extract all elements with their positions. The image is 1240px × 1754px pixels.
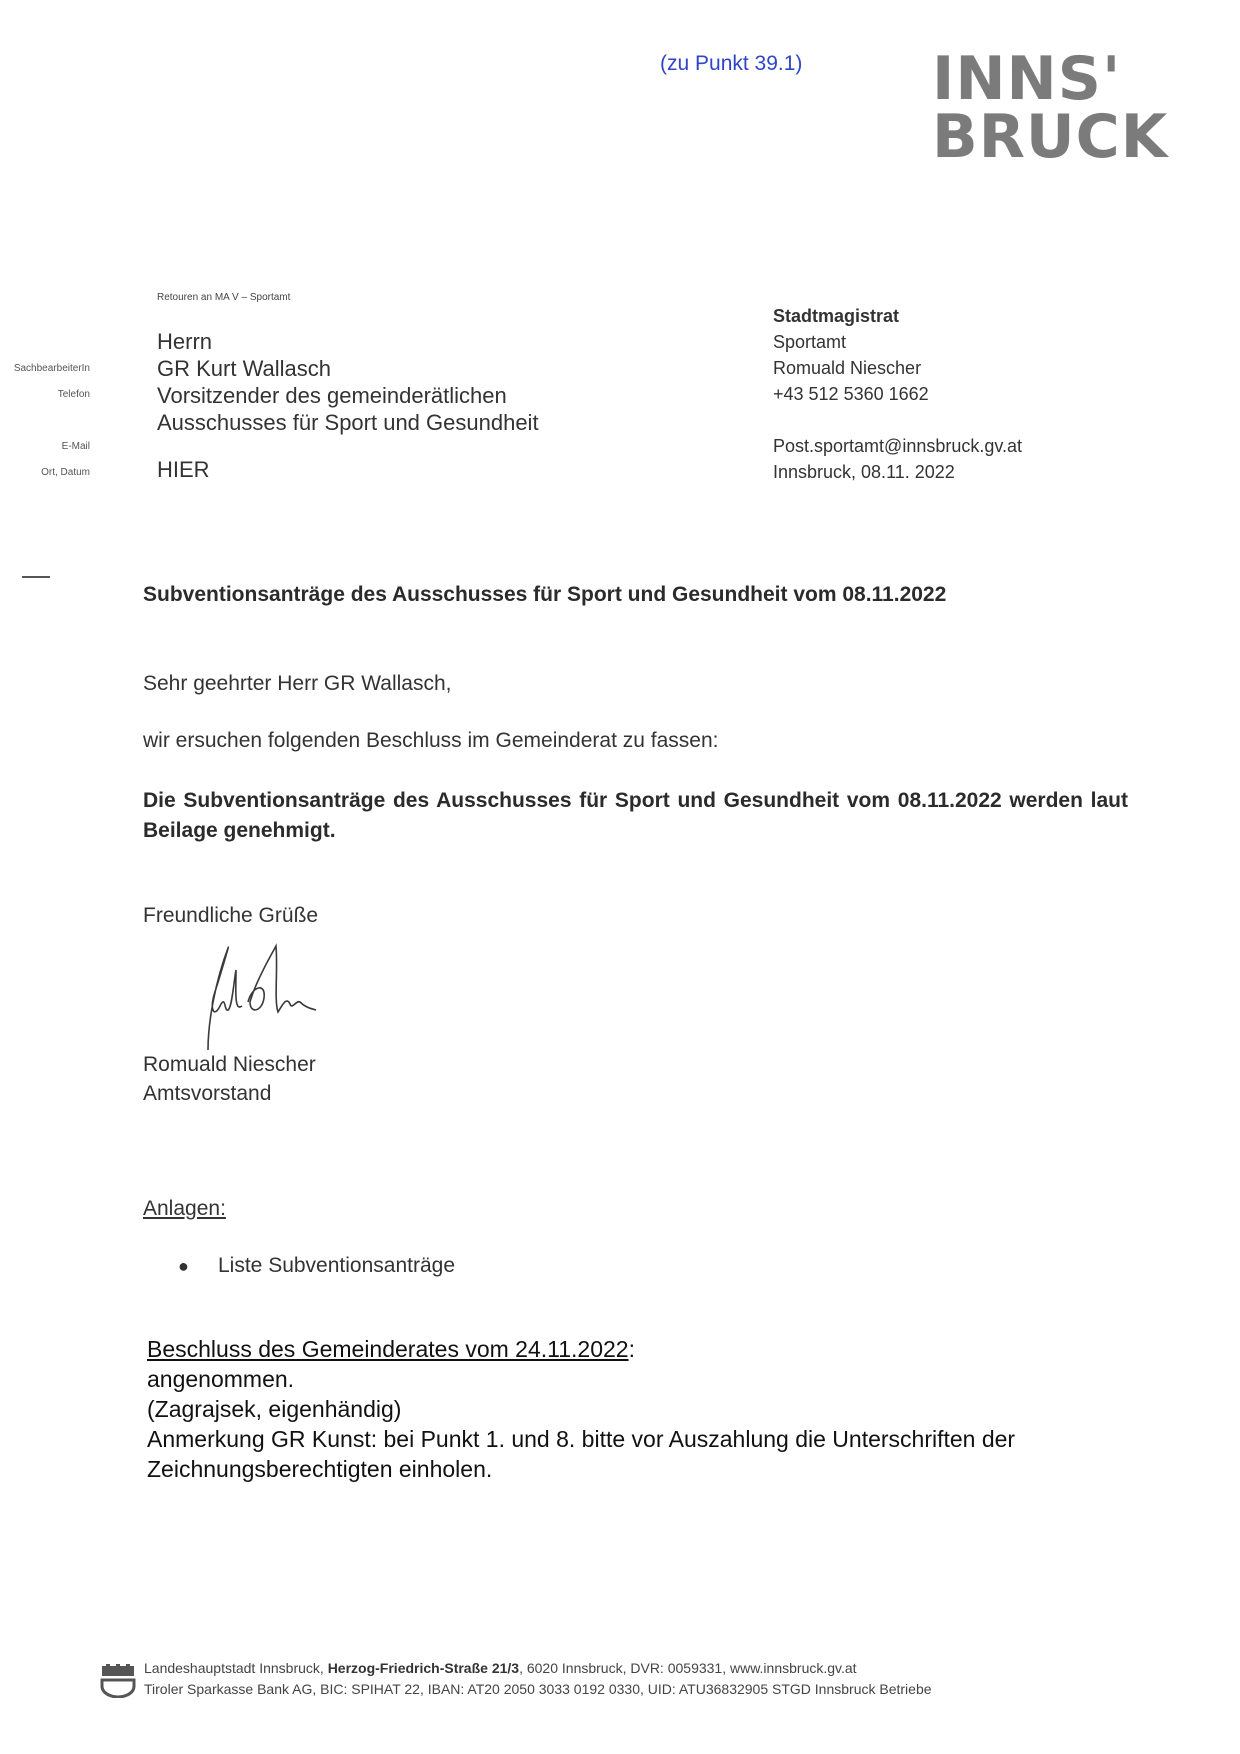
footer-address-a: Landeshauptstadt Innsbruck, <box>144 1660 328 1676</box>
clerk-name: Romuald Niescher <box>773 358 922 378</box>
recipient-salutation: Herrn <box>157 329 213 354</box>
attachment-label: Liste Subventionsanträge <box>218 1254 455 1277</box>
phone-label: Telefon <box>57 389 90 400</box>
place-date: Innsbruck, 08.11. 2022 <box>773 462 955 482</box>
signer-block <box>143 1050 316 1108</box>
footer-lines <box>144 1658 932 1700</box>
footer-address <box>144 1658 932 1679</box>
innsbruck-logo <box>932 44 1169 172</box>
letter-closing: Freundliche Grüße <box>143 904 319 927</box>
city-crest-icon <box>100 1662 136 1698</box>
council-heading-text: Beschluss des Gemeinderates vom 24.11.2022 <box>147 1336 629 1362</box>
place-date-label: Ort, Datum <box>41 467 90 478</box>
list-item <box>178 1254 455 1278</box>
reference-note: (zu Punkt 39.1) <box>660 52 803 75</box>
letter-request: wir ersuchen folgenden Beschluss im Gemeinderat zu fassen: <box>143 729 719 752</box>
fold-mark <box>22 576 50 578</box>
clerk-label: SachbearbeiterIn <box>13 363 90 374</box>
signer-title: Amtsvorstand <box>143 1082 272 1105</box>
footer-address-c: , 6020 Innsbruck, DVR: 0059331, www.innsbruck.gv.at <box>519 1660 857 1676</box>
sender-department: Sportamt <box>773 332 847 352</box>
email-label: E-Mail <box>61 441 90 452</box>
attachments-title: Anlagen: <box>143 1197 226 1220</box>
sender-org: Stadtmagistrat <box>773 306 900 326</box>
signer-name: Romuald Niescher <box>143 1053 316 1076</box>
council-heading-colon: : <box>628 1336 635 1362</box>
council-result: angenommen. <box>147 1366 295 1392</box>
phone-number: +43 512 5360 1662 <box>773 384 929 404</box>
letter-salutation: Sehr geehrter Herr GR Wallasch, <box>143 672 452 695</box>
bullet-icon: ● <box>178 1256 189 1276</box>
letter-resolution: Die Subventionsanträge des Ausschusses für Sport und Gesundheit vom 08.11.2022 werden laut Beilage genehmigt. <box>143 789 1128 842</box>
email-address: Post.sportamt@innsbruck.gv.at <box>773 436 1023 456</box>
council-remark: Anmerkung GR Kunst: bei Punkt 1. und 8. bitte vor Auszahlung die Unterschriften der Zeichnungsberechtigten einholen. <box>147 1426 1016 1482</box>
recipient-role: Vorsitzender des gemeinderätlichen <box>157 383 507 408</box>
recipient-location: HIER <box>157 457 210 482</box>
logo-line-1: INNS' <box>932 44 1122 114</box>
council-signed: (Zagrajsek, eigenhändig) <box>147 1396 402 1422</box>
attachments-list <box>178 1254 455 1278</box>
footer <box>100 1658 932 1700</box>
footer-address-street: Herzog-Friedrich-Straße 21/3 <box>327 1660 520 1676</box>
handwritten-signature <box>186 940 336 1055</box>
council-decision <box>147 1334 1107 1484</box>
footer-bank: Tiroler Sparkasse Bank AG, BIC: SPIHAT 22, IBAN: AT20 2050 3033 0192 0330, UID: ATU36832905 STGD Innsbruck Betriebe <box>144 1681 932 1697</box>
council-heading <box>147 1334 1107 1364</box>
return-address-line: Retouren an MA V – Sportamt <box>157 292 291 303</box>
letter-subject: Subventionsanträge des Ausschusses für Sport und Gesundheit vom 08.11.2022 <box>143 583 947 606</box>
recipient-name: GR Kurt Wallasch <box>157 356 332 381</box>
recipient-address <box>157 328 539 483</box>
recipient-committee: Ausschusses für Sport und Gesundheit <box>157 410 539 435</box>
logo-line-2: BRUCK <box>932 102 1169 172</box>
